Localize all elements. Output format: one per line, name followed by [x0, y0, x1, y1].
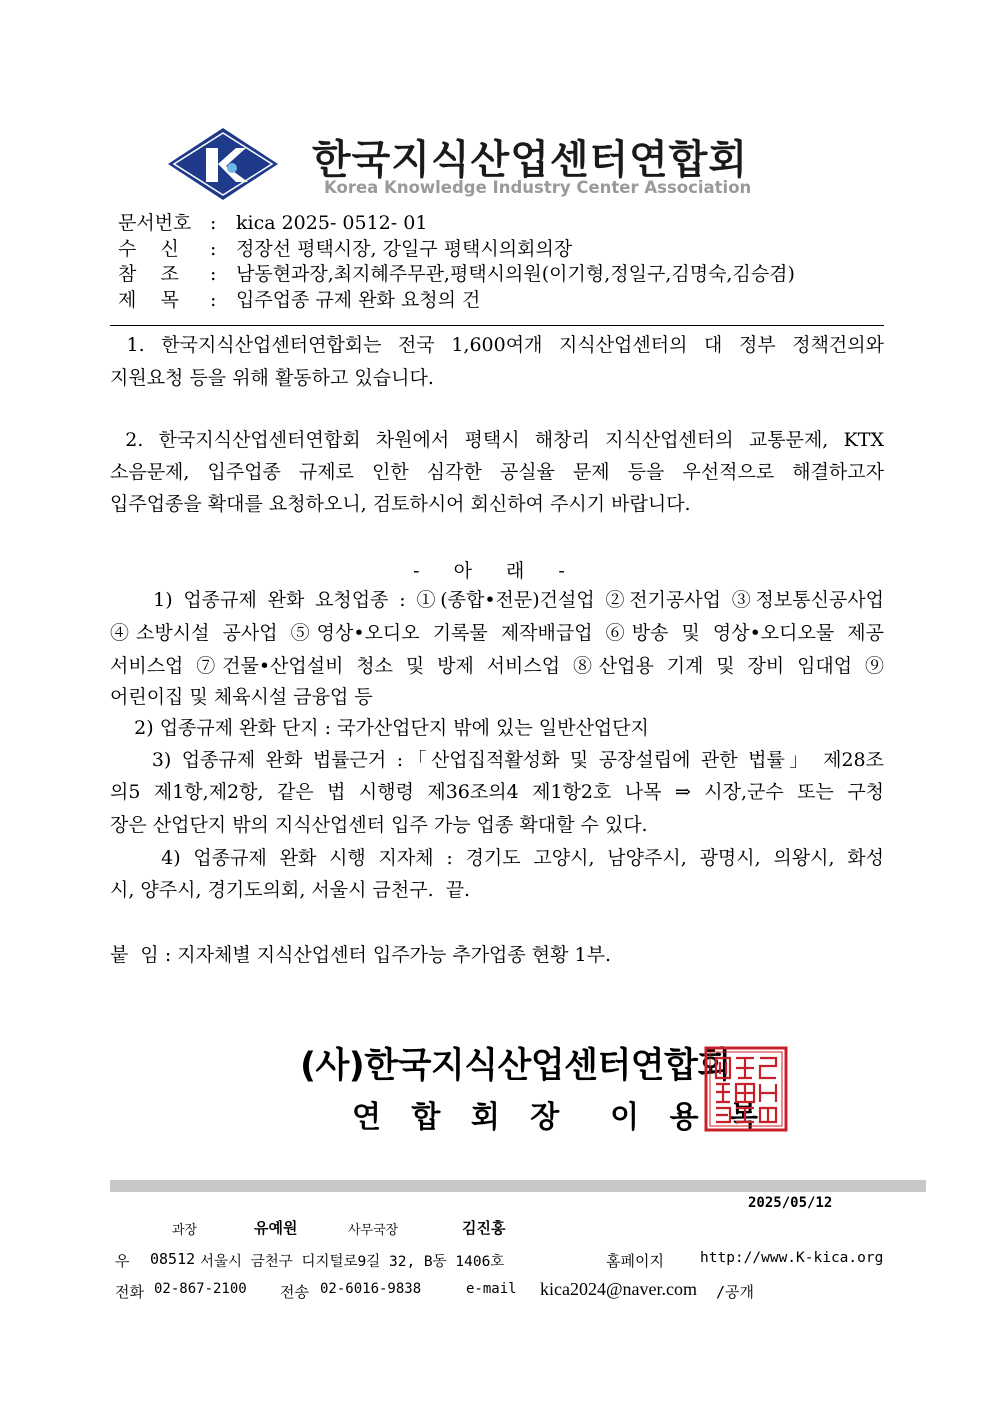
subject-label: 제 목	[118, 289, 179, 311]
signature-title-name: 연 합 회 장 이 용 복	[352, 1100, 768, 1135]
doc-number-row	[118, 210, 427, 236]
colon: :	[210, 263, 217, 285]
approver-1-name: 유예원	[254, 1219, 298, 1237]
kica-logo-icon	[166, 126, 280, 202]
official-seal-icon	[704, 1046, 788, 1132]
item-2-line: 2) 업종규제 완화 단지 : 국가산업단지 밖에 있는 일반산업단지	[110, 717, 649, 739]
item-3-line: 장은 산업단지 밖의 지식산업센터 입주 가능 업종 확대할 수 있다.	[110, 814, 648, 836]
header-divider	[110, 325, 884, 326]
recipient-label: 수 신	[118, 238, 179, 260]
approver-1-role: 과장	[172, 1223, 198, 1238]
postal-label: 우	[115, 1252, 130, 1270]
fax-number: 02-6016-9838	[320, 1281, 422, 1297]
phone-number: 02-867-2100	[154, 1281, 247, 1297]
subject-row	[118, 287, 480, 313]
paragraph-2-line: 2. 한국지식산업센터연합회 차원에서 평택시 해창리 지식산업센터의 교통문제, KTX	[110, 429, 884, 451]
approver-2-role: 사무국장	[348, 1223, 399, 1238]
item-1-line: 어린이집 및 체육시설 금융업 등	[110, 686, 373, 708]
recipient-value: 정장선 평택시장, 강일구 평택시의회의장	[236, 238, 573, 260]
paragraph-1-line: 지원요청 등을 위해 활동하고 있습니다.	[110, 367, 434, 389]
reference-label: 참 조	[118, 263, 179, 285]
recipient-row	[118, 236, 572, 262]
homepage-label: 홈페이지	[606, 1252, 664, 1270]
subject-value: 입주업종 규제 완화 요청의 건	[236, 289, 481, 311]
reference-row	[118, 261, 795, 287]
item-4-line: 시, 양주시, 경기도의회, 서울시 금천구. 끝.	[110, 879, 471, 901]
item-1-line: 1) 업종규제 완화 요청업종 : ①(종합•전문)건설업 ②전기공사업 ③정보통신공사업	[110, 589, 884, 611]
item-1-line: ④소방시설 공사업 ⑤영상•오디오 기록물 제작배급업 ⑥방송 및 영상•오디오물 제공	[110, 622, 884, 644]
doc-number-value: kica 2025- 0512- 01	[236, 212, 428, 234]
footer-bar	[110, 1180, 926, 1192]
signature-org: (사)한국지식산업센터연합회	[300, 1046, 731, 1086]
paragraph-2-line: 소음문제, 입주업종 규제로 인한 심각한 공실율 문제 등을 우선적으로 해결하고자	[110, 461, 884, 483]
email-label: e-mail	[466, 1281, 517, 1297]
org-name-korean: 한국지식산업센터연합회	[312, 137, 749, 183]
address: 서울시 금천구 디지털로9길 32, B동 1406호	[200, 1254, 505, 1270]
approver-2-name: 김진홍	[462, 1219, 506, 1237]
attachment-line: 붙 임 : 지자체별 지식산업센터 입주가능 추가업종 현황 1부.	[110, 944, 612, 966]
disclosure-status: /공개	[716, 1283, 755, 1301]
fax-label: 전송	[280, 1283, 309, 1301]
homepage-link[interactable]: http://www.K-kica.org	[700, 1250, 884, 1266]
item-3-line: 의5 제1항,제2항, 같은 법 시행령 제36조의4 제1항2호 나목 ⇒ 시장,군수 또는 구청	[110, 781, 884, 803]
email-address[interactable]: kica2024@naver.com	[540, 1279, 698, 1299]
paragraph-2-line: 입주업종을 확대를 요청하오니, 검토하시어 회신하여 주시기 바랍니다.	[110, 493, 691, 515]
paragraph-1-line: 1. 한국지식산업센터연합회는 전국 1,600여개 지식산업센터의 대 정부 정책건의와	[110, 334, 884, 356]
org-name-english: Korea Knowledge Industry Center Association	[324, 178, 752, 197]
document-date: 2025/05/12	[748, 1195, 833, 1211]
item-4-line: 4) 업종규제 완화 시행 지자체 : 경기도 고양시, 남양주시, 광명시, 의왕시, 화성	[110, 847, 884, 869]
phone-label: 전화	[115, 1283, 144, 1301]
item-1-line: 서비스업 ⑦건물•산업설비 청소 및 방제 서비스업 ⑧산업용 기계 및 장비 임대업 ⑨	[110, 655, 884, 677]
item-3-line: 3) 업종규제 완화 법률근거 :「산업집적활성화 및 공장설립에 관한 법률」 제28조	[110, 749, 884, 771]
colon: :	[210, 238, 217, 260]
below-heading: - 아 래 -	[413, 560, 579, 582]
postal-code: 08512	[150, 1250, 196, 1268]
colon: :	[210, 212, 217, 234]
doc-number-label: 문서번호	[118, 212, 192, 234]
reference-value: 남동현과장,최지혜주무관,평택시의원(이기형,정일구,김명숙,김승겸)	[236, 263, 795, 285]
colon: :	[210, 289, 217, 311]
